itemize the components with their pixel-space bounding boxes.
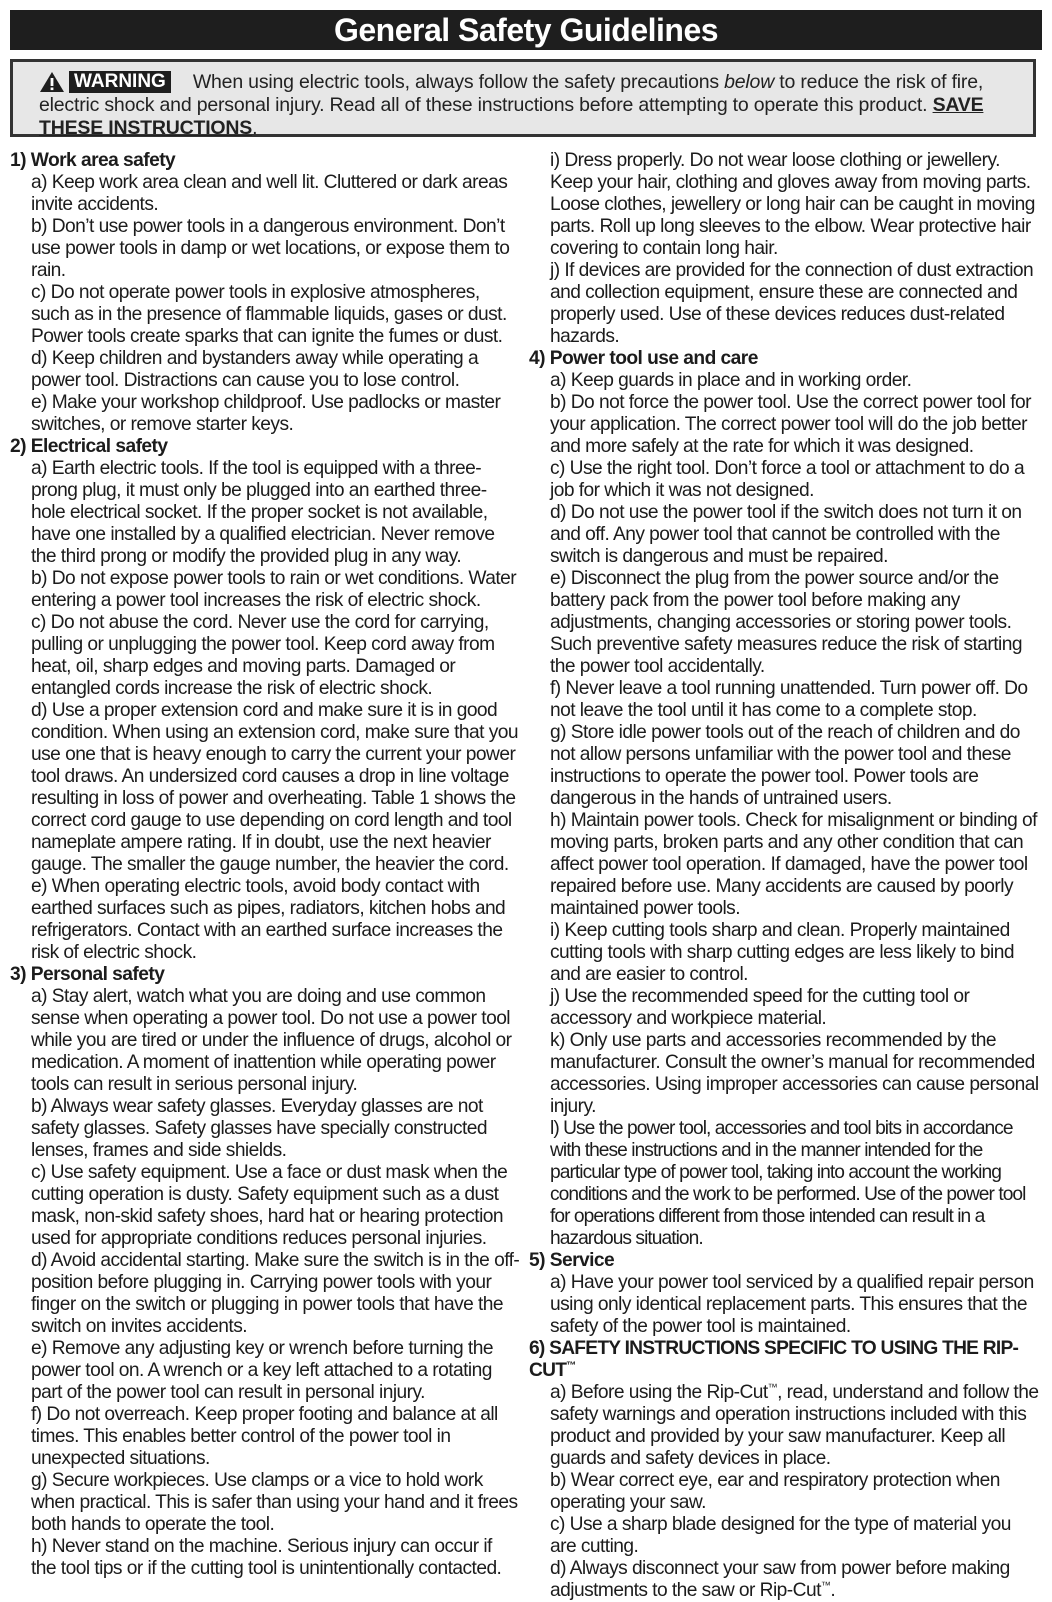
list-item: c) Do not abuse the cord. Never use the cord for carrying, pulling or unplugging the power tool. Keep cord away from heat, oil, sharp edges and moving parts. Damaged or entangled cords increase the risk of electric shock. — [31, 612, 495, 699]
list-item: f) Do not overreach. Keep proper footing and balance at all times. This enables better control of the power tool in unexpected situations. — [31, 1404, 498, 1469]
list-item: e) Remove any adjusting key or wrench before turning the power tool on. A wrench or a key left attached to a rotating part of the power tool can result in personal injury. — [31, 1338, 493, 1403]
list-item: c) Use safety equipment. Use a face or dust mask when the cutting operation is dusty. Safety equipment such as a dust mask, non-skid safety shoes, hard hat or hearing protection used for appropriate conditions reduces personal injuries. — [31, 1162, 508, 1249]
list-item-text: . — [830, 1580, 836, 1601]
list-item: b) Do not expose power tools to rain or wet conditions. Water entering a power tool increases the risk of electric shock. — [31, 568, 517, 611]
trademark-symbol: ™ — [767, 1382, 778, 1394]
warning-triangle-icon — [39, 71, 65, 93]
list-item: e) Disconnect the plug from the power source and/or the battery pack from the power tool before making any adjustments, changing accessories or storing power tools. Such preventive safety measures reduce the risk of starting the power tool accidentally. — [550, 568, 1023, 677]
list-item: f) Never leave a tool running unattended. Turn power off. Do not leave the tool until it has come to a complete stop. — [550, 678, 1028, 721]
warning-label: WARNING — [69, 71, 171, 93]
section-heading-rip-cut-text: 6) SAFETY INSTRUCTIONS SPECIFIC TO USING THE RIP-CUT — [529, 1338, 1019, 1381]
list-item-text: , read, understand and follow the safety warnings and operation instructions included with this product and provided by your saw manufacturer. Keep all guards and safety devices in place. — [550, 1382, 1039, 1469]
list-item: a) Stay alert, watch what you are doing and use common sense when operating a power tool. Do not use a power tool while you are tired or under the influence of drugs, alcohol or medication. A moment of inattention while operating power tools can result in serious personal injury. — [31, 986, 512, 1095]
list-item-text: a) Before using the Rip-Cut — [550, 1382, 768, 1403]
trademark-symbol: ™ — [566, 1360, 576, 1372]
list-item: i) Keep cutting tools sharp and clean. Properly maintained cutting tools with sharp cutting edges are less likely to bind and are easier to control. — [550, 920, 1014, 985]
page-title: General Safety Guidelines — [10, 10, 1042, 50]
trademark-symbol: ™ — [820, 1580, 831, 1592]
list-item: j) Use the recommended speed for the cutting tool or accessory and workpiece material. — [550, 986, 970, 1029]
list-item: b) Do not force the power tool. Use the correct power tool for your application. The correct power tool will do the job better and more safely at the rate for which it was designed. — [550, 392, 1032, 457]
left-column — [10, 150, 520, 1580]
list-item: e) Make your workshop childproof. Use padlocks or master switches, or remove starter keys. — [31, 392, 501, 435]
section-heading-work-area: 1) Work area safety — [10, 150, 176, 171]
list-item: l) Use the power tool, accessories and tool bits in accordance with these instructions and in the manner intended for the particular type of power tool, taking into account the working conditions and the work to be performed. Use of the power tool for operations different from those intended can result in a hazardous situation. — [550, 1118, 1026, 1249]
warning-text-cont: to reduce the risk of fire, electric shock and personal injury. Read all of these instructions before attempting to operate this product. — [39, 71, 984, 116]
list-item: a) Have your power tool serviced by a qualified repair person using only identical replacement parts. This ensures that the safety of the power tool is maintained. — [550, 1272, 1034, 1337]
list-item: j) If devices are provided for the connection of dust extraction and collection equipment, ensure these are connected and properly used. Use of these devices reduces dust-related hazards. — [550, 260, 1034, 347]
warning-text: When using electric tools, always follow the safety precautions — [192, 71, 725, 93]
list-item: i) Dress properly. Do not wear loose clothing or jewellery. Keep your hair, clothing and gloves away from moving parts. Loose clothes, jewellery or long hair can be caught in moving parts. Roll up long sleeves to the elbow. Wear protective hair covering to contain long hair. — [550, 150, 1035, 259]
list-item: g) Secure workpieces. Use clamps or a vice to hold work when practical. This is safer than using your hand and it frees both hands to operate the tool. — [31, 1470, 518, 1535]
warning-end: . — [252, 117, 258, 139]
list-item: d) Avoid accidental starting. Make sure the switch is in the off-position before plugging in. Carrying power tools with your finger on the switch or plugging in power tools that have the switch on invites accidents. — [31, 1250, 520, 1337]
section-heading-service: 5) Service — [529, 1250, 615, 1271]
section-heading-rip-cut — [529, 1338, 1041, 1382]
list-item: g) Store idle power tools out of the reach of children and do not allow persons unfamiliar with the power tool and these instructions to operate the power tool. Power tools are dangerous in the hands of untrained users. — [550, 722, 1020, 809]
warning-badge — [39, 71, 171, 93]
warning-box — [10, 59, 1036, 137]
list-item: h) Never stand on the machine. Serious injury can occur if the tool tips or if the cutting tool is unintentionally contacted. — [31, 1536, 502, 1579]
list-item: h) Maintain power tools. Check for misalignment or binding of moving parts, broken parts and any other condition that can affect power tool operation. If damaged, have the power tool repaired before use. Many accidents are caused by poorly maintained power tools. — [550, 810, 1037, 919]
list-item-text: d) Always disconnect your saw from power before making adjustments to the saw or Rip-Cut — [550, 1558, 1010, 1601]
list-item — [529, 1382, 1041, 1470]
save-instructions: SAVE THESE INSTRUCTIONS — [39, 94, 984, 139]
list-item: k) Only use parts and accessories recommended by the manufacturer. Consult the owner’s manual for recommended accessories. Using improper accessories can cause personal injury. — [550, 1030, 1039, 1117]
list-item: d) Use a proper extension cord and make sure it is in good condition. When using an extension cord, make sure that you use one that is heavy enough to carry the current your power tool draws. An undersized cord causes a drop in line voltage resulting in loss of power and overheating. Table 1 shows the correct cord gauge to use depending on cord length and tool nameplate ampere rating. If in doubt, use the next heavier gauge. The smaller the gauge number, the heavier the cord. — [31, 700, 518, 875]
section-heading-personal: 3) Personal safety — [10, 964, 165, 985]
list-item: c) Use the right tool. Don’t force a tool or attachment to do a job for which it was not designed. — [550, 458, 1025, 501]
list-item: a) Earth electric tools. If the tool is equipped with a three-prong plug, it must only be plugged into an earthed three-hole electrical socket. If the proper socket is not available, have one installed by a qualified electrician. Never remove the third prong or modify the provided plug in any way. — [31, 458, 495, 567]
list-item: e) When operating electric tools, avoid body contact with earthed surfaces such as pipes, radiators, kitchen hobs and refrigerators. Contact with an earthed surface increases the risk of electric shock. — [31, 876, 506, 963]
list-item: d) Keep children and bystanders away while operating a power tool. Distractions can cause you to lose control. — [31, 348, 479, 391]
list-item — [529, 1558, 1041, 1602]
section-heading-electrical: 2) Electrical safety — [10, 436, 168, 457]
list-item: b) Always wear safety glasses. Everyday glasses are not safety glasses. Safety glasses have specially constructed lenses, frames and side shields. — [31, 1096, 488, 1161]
list-item: b) Wear correct eye, ear and respiratory protection when operating your saw. — [550, 1470, 1000, 1513]
right-column — [529, 150, 1041, 1602]
list-item: c) Do not operate power tools in explosive atmospheres, such as in the presence of flammable liquids, gases or dust. Power tools create sparks that can ignite the fumes or dust. — [31, 282, 507, 347]
list-item: d) Do not use the power tool if the switch does not turn it on and off. Any power tool that cannot be controlled with the switch is dangerous and must be repaired. — [550, 502, 1022, 567]
list-item: b) Don’t use power tools in a dangerous environment. Don’t use power tools in damp or wet locations, or expose them to rain. — [31, 216, 510, 281]
list-item: a) Keep work area clean and well lit. Cluttered or dark areas invite accidents. — [31, 172, 508, 215]
list-item: c) Use a sharp blade designed for the type of material you are cutting. — [550, 1514, 1011, 1557]
section-heading-power-tool-use: 4) Power tool use and care — [529, 348, 758, 369]
list-item: a) Keep guards in place and in working order. — [550, 370, 912, 391]
warning-emphasis: below — [724, 71, 775, 93]
